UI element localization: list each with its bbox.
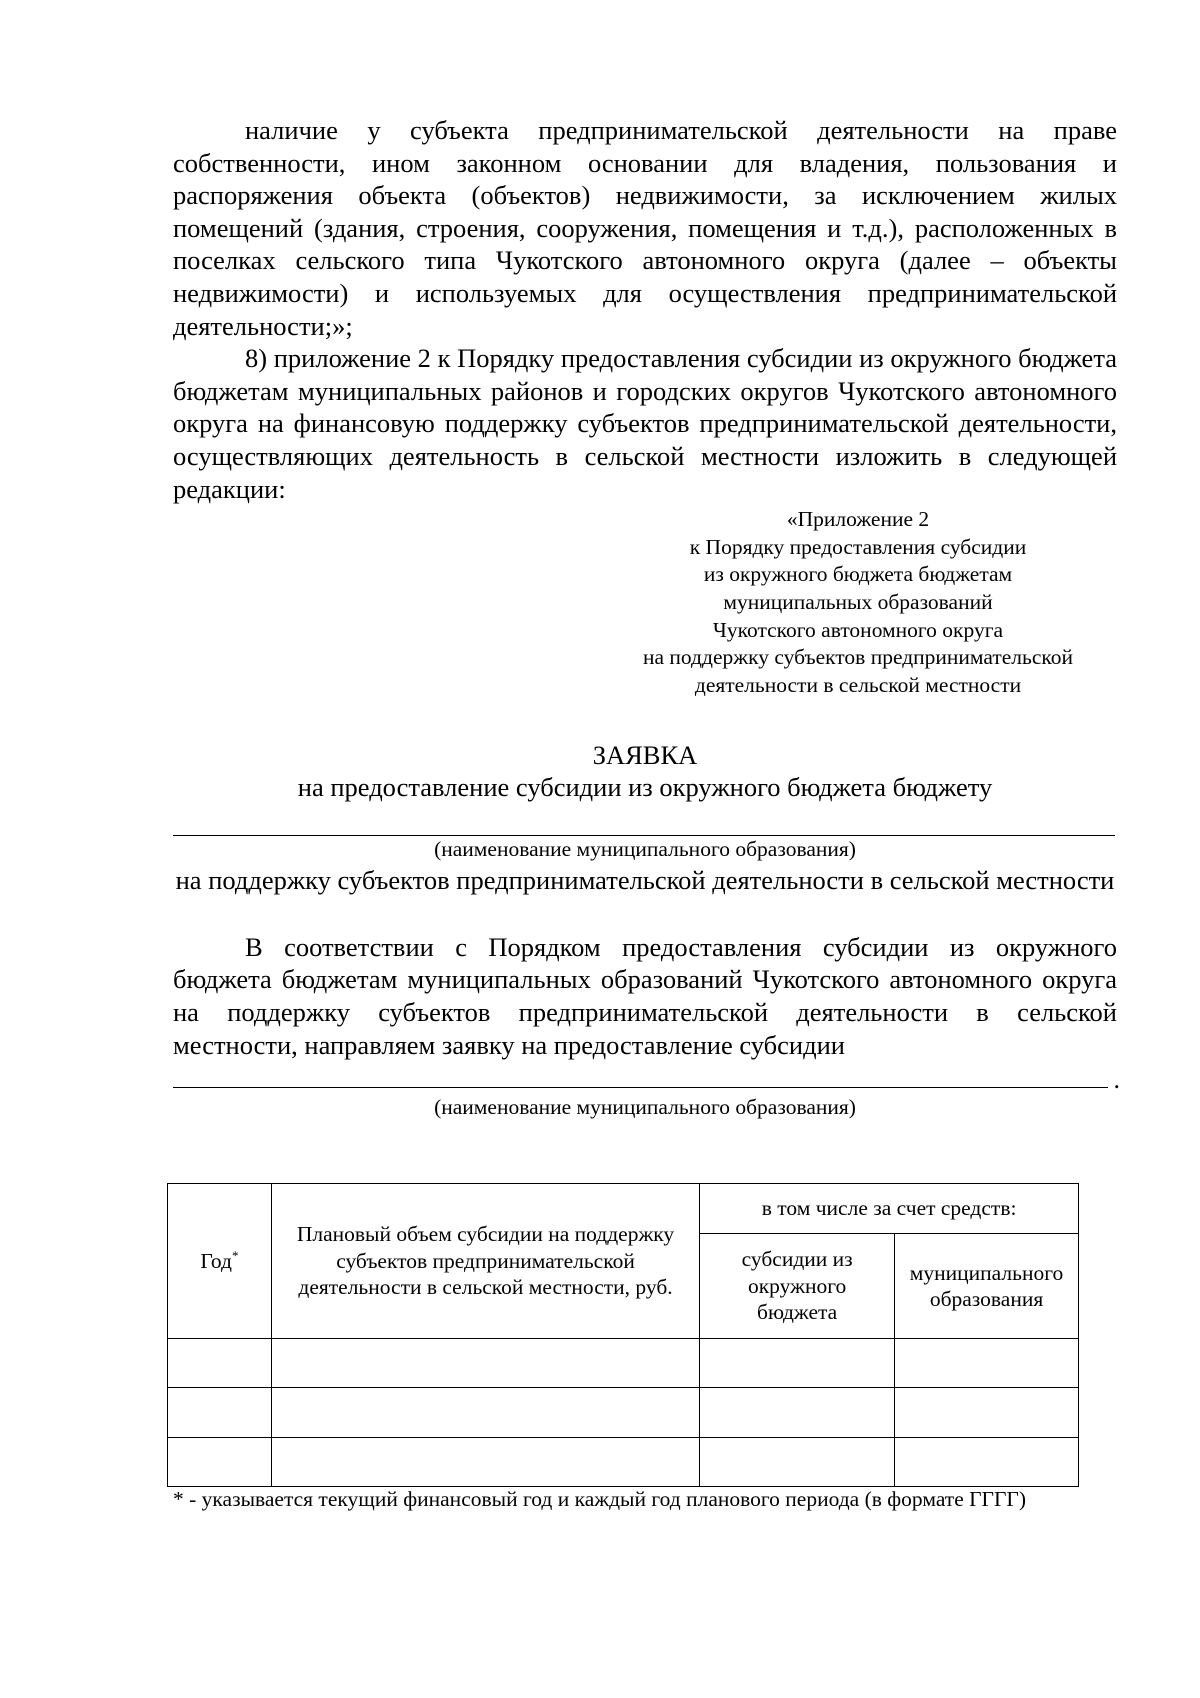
blank-end-dot: . <box>1113 1065 1120 1095</box>
appendix-line: из окружного бюджета бюджетам <box>703 562 1013 587</box>
form-subtitle-2: на поддержку субъектов предпринимательской деятельности в сельской местности <box>175 865 1115 896</box>
blank-caption: (наименование муниципального образования) <box>434 837 856 862</box>
appendix-line: к Порядку предоставления субсидии <box>689 534 1027 559</box>
table-cell <box>700 1438 895 1487</box>
table-row <box>168 1388 1079 1438</box>
appendix-line: Чукотского автономного округа <box>712 617 1004 642</box>
table-cell <box>895 1339 1079 1388</box>
appendix-line: муниципальных образований <box>723 589 993 614</box>
table-cell <box>271 1388 699 1438</box>
municipality-blank-line-2 <box>173 1061 1120 1095</box>
table-cell <box>271 1339 699 1388</box>
table-cell <box>895 1388 1079 1438</box>
table-cell <box>168 1339 272 1388</box>
document-page <box>173 114 1120 1120</box>
appendix-line: «Приложение 2 <box>786 507 930 532</box>
table-row <box>168 1339 1079 1388</box>
footnote-mark: * <box>231 1247 239 1263</box>
body-paragraph: 8) приложение 2 к Порядку предоставления субсидии из окружного бюджета бюджетам муниципальных районов и городских округов Чукотского автономного округа на финансовую поддержку субъектов предпринимательской деятельности, осуществляющих деятельность в сельской местности изложить в следующей редакции: <box>173 343 1117 504</box>
table-cell <box>168 1388 272 1438</box>
header-district-subsidy: субсидии из окружного бюджета <box>700 1234 895 1339</box>
municipality-blank-line <box>173 803 1115 836</box>
header-municipal-funds: муниципального образования <box>895 1234 1079 1339</box>
footnote: * - указывается текущий финансовый год и каждый год планового периода (в формате ГГГГ) <box>173 1487 1026 1511</box>
body-paragraph: наличие у субъекта предпринимательской деятельности на праве собственности, ином законном основании для владения, пользования и распоряжения объекта (объектов) недвижимости, за исключением жилых помещений (здания, строения, сооружения, помещения и т.д.), расположенных в поселках сельского типа Чукотского автономного округа (далее – объекты недвижимости) и используемых для осуществления предпринимательской деятельности;»; <box>173 115 1117 341</box>
header-including: в том числе за счет средств: <box>700 1184 1079 1234</box>
table-cell <box>700 1339 895 1388</box>
request-paragraph: В соответствии с Порядком предоставления субсидии из окружного бюджета бюджетам муниципальных образований Чукотского автономного округа на поддержку субъектов предпринимательской деятельности в сельской местности, направляем заявку на предоставление субсидии <box>173 931 1117 1060</box>
appendix-line: на поддержку субъектов предпринимательской <box>643 645 1073 670</box>
table-cell <box>168 1438 272 1487</box>
table-cell <box>700 1388 895 1438</box>
header-year: Год* <box>168 1184 272 1339</box>
appendix-line: деятельности в сельской местности <box>694 672 1022 697</box>
table-cell <box>895 1438 1079 1487</box>
form-title: ЗАЯВКА <box>592 740 698 771</box>
blank-caption-2: (наименование муниципального образования) <box>434 1095 856 1120</box>
appendix-heading <box>603 505 1113 699</box>
header-planned-volume: Плановый объем субсидии на поддержку субъектов предпринимательской деятельности в сельской местности, руб. <box>271 1184 699 1339</box>
table-row <box>168 1438 1079 1487</box>
subsidy-table <box>167 1183 1079 1487</box>
form-subtitle: на предоставление субсидии из окружного бюджета бюджету <box>297 772 993 803</box>
table-cell <box>271 1438 699 1487</box>
